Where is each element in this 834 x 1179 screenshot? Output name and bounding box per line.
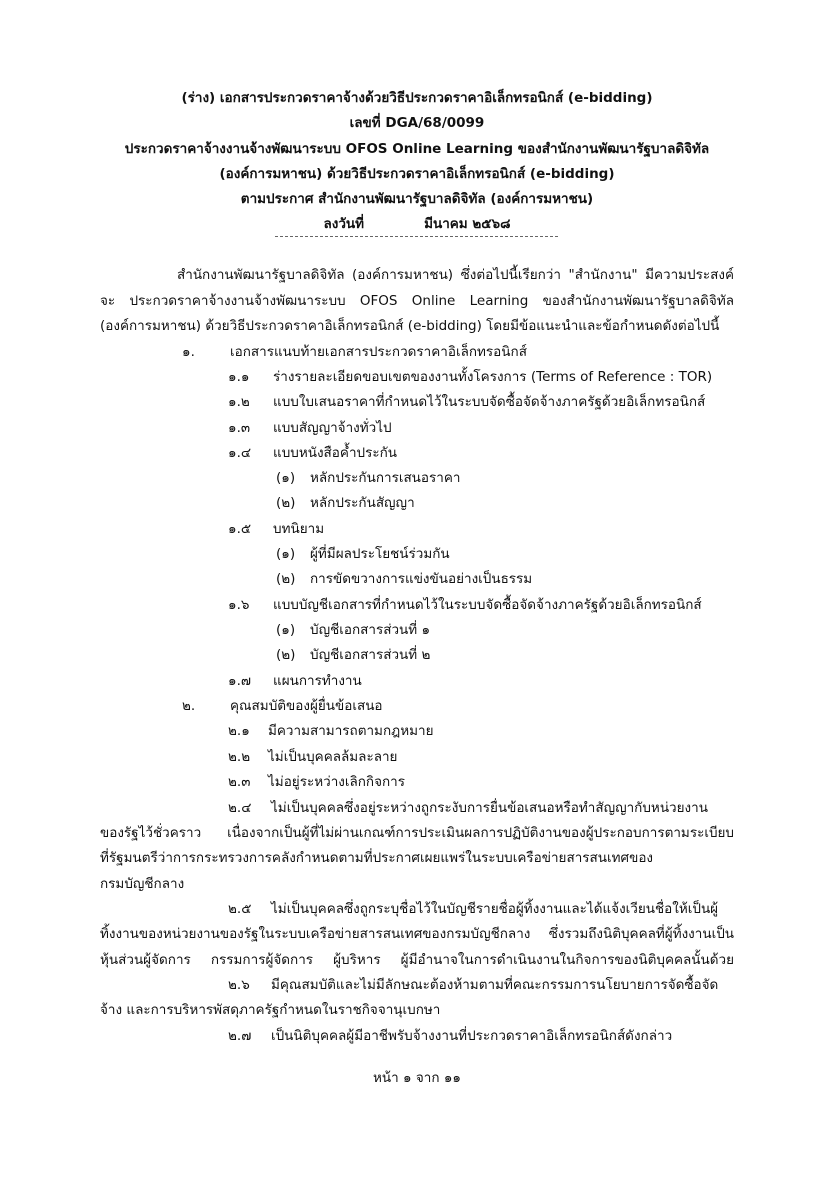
item-1-3-text: แบบสัญญาจ้างทั่วไป xyxy=(273,420,392,436)
item-1-5-b-text: การขัดขวางการแข่งขันอย่างเป็นธรรม xyxy=(310,571,533,587)
item-2-5-line-3: หุ้นส่วนผู้จัดการ กรรมการผู้จัดการ ผู้บริหาร ผู้มีอำนาจในการดำเนินงานในกิจการของนิติบุคคลนั้นด้วย xyxy=(100,952,734,968)
item-2-3-number: ๒.๓ xyxy=(228,774,251,790)
item-2-2-text: ไม่เป็นบุคคลล้มละลาย xyxy=(268,749,398,765)
item-1-7-number: ๑.๗ xyxy=(228,673,252,689)
item-2-1-text: มีความสามารถตามกฎหมาย xyxy=(268,723,434,739)
date-prefix: ลงวันที่ xyxy=(323,216,365,232)
item-2-4-line-3: ที่รัฐมนตรีว่าการกระทรวงการคลังกำหนดตามที่ประกาศเผยแพร่ในระบบเครือข่ายสารสนเทศของ xyxy=(100,850,654,866)
item-2-4-line-2: ของรัฐไว้ชั่วคราว เนื่องจากเป็นผู้ที่ไม่ผ่านเกณฑ์การประเมินผลการปฏิบัติงานของผู้ประกอบการตามระเบียบ xyxy=(100,825,734,841)
item-1-1-number: ๑.๑ xyxy=(228,369,250,385)
item-2-4-line-1: ไม่เป็นบุคคลซึ่งอยู่ระหว่างถูกระงับการยื่นข้อเสนอหรือทำสัญญากับหน่วยงาน xyxy=(271,800,708,816)
item-1-4-b-text: หลักประกันสัญญา xyxy=(310,495,415,511)
item-1-4-text: แบบหนังสือค้ำประกัน xyxy=(273,445,397,461)
item-1-6-number: ๑.๖ xyxy=(228,597,250,613)
item-2-7-text: เป็นนิติบุคคลผู้มีอาชีพรับจ้างงานที่ประกวดราคาอิเล็กทรอนิกส์ดังกล่าว xyxy=(271,1028,673,1044)
item-1-4-b-number: (๒) xyxy=(276,495,296,511)
item-1-5-number: ๑.๕ xyxy=(228,521,252,537)
item-1-4-a-text: หลักประกันการเสนอราคา xyxy=(310,470,461,486)
item-1-4-a-number: (๑) xyxy=(276,470,296,486)
item-1-5-text: บทนิยาม xyxy=(273,521,325,537)
intro-line-2: จะ ประกวดราคาจ้างงานจ้างพัฒนาระบบ OFOS Online Learning ของสำนักงานพัฒนารัฐบาลดิจิทัล xyxy=(100,293,734,309)
document-number: เลขที่ DGA/68/0099 xyxy=(349,115,485,131)
item-2-6-line-1: มีคุณสมบัติและไม่มีลักษณะต้องห้ามตามที่คณะกรรมการนโยบายการจัดซื้อจัด xyxy=(271,977,719,993)
announcement-line: ตามประกาศ สำนักงานพัฒนารัฐบาลดิจิทัล (องค์การมหาชน) xyxy=(240,191,594,207)
item-1-2-text: แบบใบเสนอราคาที่กำหนดไว้ในระบบจัดซื้อจัดจ้างภาครัฐด้วยอิเล็กทรอนิกส์ xyxy=(273,394,706,410)
item-1-2-number: ๑.๒ xyxy=(228,394,250,410)
item-2-2-number: ๒.๒ xyxy=(228,749,251,765)
document-title: (ร่าง) เอกสารประกวดราคาจ้างด้วยวิธีประกวดราคาอิเล็กทรอนิกส์ (e-bidding) xyxy=(181,90,653,106)
item-2-6-line-2: จ้าง และการบริหารพัสดุภาครัฐกำหนดในราชกิจจานุเบกษา xyxy=(100,1002,441,1018)
item-2-5-line-2: ทิ้งงานของหน่วยงานของรัฐในระบบเครือข่ายสารสนเทศของกรมบัญชีกลาง ซึ่งรวมถึงนิติบุคคลที่ผู้ทิ้งงานเป็น xyxy=(100,926,734,942)
item-2-7-number: ๒.๗ xyxy=(228,1028,252,1044)
item-2-5-line-1: ไม่เป็นบุคคลซึ่งถูกระบุชื่อไว้ในบัญชีรายชื่อผู้ทิ้งงานและได้แจ้งเวียนชื่อให้เป็นผู้ xyxy=(271,901,719,917)
date-line xyxy=(0,212,834,234)
intro-line-3: (องค์การมหาชน) ด้วยวิธีประกวดราคาอิเล็กทรอนิกส์ (e-bidding) โดยมีข้อแนะนำและข้อกำหนดดังต่อไปนี้ xyxy=(100,318,720,334)
section2-title: คุณสมบัติของผู้ยื่นข้อเสนอ xyxy=(230,698,383,714)
section2-number: ๒. xyxy=(182,698,196,714)
section1-title: เอกสารแนบท้ายเอกสารประกวดราคาอิเล็กทรอนิกส์ xyxy=(230,344,527,360)
item-1-6-a-text: บัญชีเอกสารส่วนที่ ๑ xyxy=(310,622,431,638)
item-1-5-a-number: (๑) xyxy=(276,546,296,562)
date-value: มีนาคม ๒๕๖๘ xyxy=(424,216,511,232)
item-1-3-number: ๑.๓ xyxy=(228,420,251,436)
item-1-6-b-text: บัญชีเอกสารส่วนที่ ๒ xyxy=(310,647,431,663)
item-1-6-b-number: (๒) xyxy=(276,647,296,663)
item-2-1-number: ๒.๑ xyxy=(228,723,250,739)
item-1-5-a-text: ผู้ที่มีผลประโยชน์ร่วมกัน xyxy=(310,546,450,562)
item-2-4-line-4: กรมบัญชีกลาง xyxy=(100,876,185,892)
item-1-4-number: ๑.๔ xyxy=(228,445,252,461)
item-2-5-number: ๒.๕ xyxy=(228,901,252,917)
page-number: หน้า ๑ จาก ๑๑ xyxy=(373,1070,461,1086)
project-title-line2: (องค์การมหาชน) ด้วยวิธีประกวดราคาอิเล็กทรอนิกส์ (e-bidding) xyxy=(219,166,615,182)
project-title-line1: ประกวดราคาจ้างงานจ้างพัฒนาระบบ OFOS Online Learning ของสำนักงานพัฒนารัฐบาลดิจิทัล xyxy=(124,141,710,157)
item-2-4-number: ๒.๔ xyxy=(228,800,252,816)
separator-line xyxy=(275,236,558,237)
item-1-1-text: ร่างรายละเอียดขอบเขตของงานทั้งโครงการ (Terms of Reference : TOR) xyxy=(273,369,713,385)
item-1-6-text: แบบบัญชีเอกสารที่กำหนดไว้ในระบบจัดซื้อจัดจ้างภาครัฐด้วยอิเล็กทรอนิกส์ xyxy=(273,597,702,613)
item-1-5-b-number: (๒) xyxy=(276,571,296,587)
item-2-6-number: ๒.๖ xyxy=(228,977,250,993)
item-1-7-text: แผนการทำงาน xyxy=(273,673,362,689)
item-2-3-text: ไม่อยู่ระหว่างเลิกกิจการ xyxy=(268,774,406,790)
item-1-6-a-number: (๑) xyxy=(276,622,296,638)
section1-number: ๑. xyxy=(182,344,195,360)
intro-line-1: สำนักงานพัฒนารัฐบาลดิจิทัล (องค์การมหาชน) ซึ่งต่อไปนี้เรียกว่า "สำนักงาน" มีความประสงค์ xyxy=(177,267,734,283)
